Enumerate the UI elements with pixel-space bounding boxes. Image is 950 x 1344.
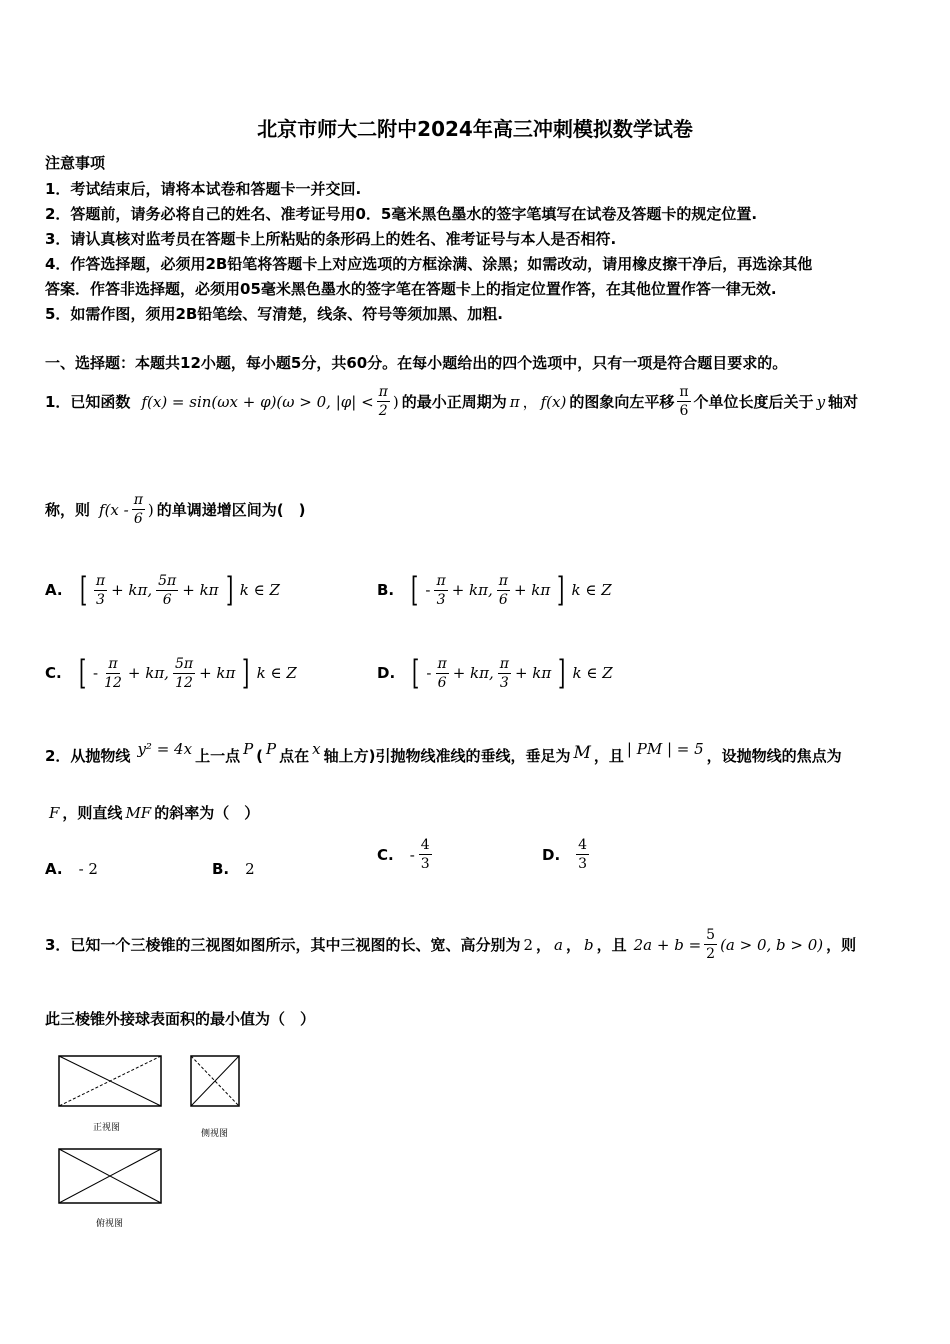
- q1-pi-over-2: $\frac{\pi}{2}$: [378, 384, 388, 419]
- front-view-figure: [58, 1055, 162, 1107]
- q1-option-b[interactable]: B. [ - $\frac{\pi}{3}$ + kπ, $\frac{\pi}{6}$ + kπ ] k ∈ Z: [377, 570, 612, 610]
- notice-item: 1．考试结束后，请将本试卷和答题卡一并交回.: [45, 180, 362, 198]
- question-3-line-1: 3．已知一个三棱锥的三视图如图所示，其中三视图的长、宽、高分别为 2 ， a ， b ，且 2a + b = $\frac{5}{2}$ (a > 0, b > 0) ，则: [45, 927, 857, 962]
- q1-pi-over-6-shift: $\frac{\pi}{6}$: [133, 492, 143, 527]
- q2-number: 2．从抛物线: [45, 747, 131, 765]
- question-2-line-1: 2．从抛物线 y² = 4x 上一点 P ( P 点在 x 轴上方)引抛物线准线的垂线，垂足为 M ，且 | PM | = 5 ，设抛物线的焦点为: [45, 739, 842, 765]
- top-view-caption: 俯视图: [96, 1219, 124, 1229]
- section-heading: 一、选择题：本题共12小题，每小题5分，共60分。在每小题给出的四个选项中，只有一项是符合题目要求的。: [45, 354, 788, 372]
- q2-option-b[interactable]: B. 2: [212, 860, 255, 878]
- q1-option-a[interactable]: A. [ $\frac{\pi}{3}$ + kπ, $\frac{5\pi}{6}$ + kπ ] k ∈ Z: [45, 570, 280, 610]
- notice-item: 3．请认真核对监考员在答题卡上所粘贴的条形码上的姓名、准考证号与本人是否相符.: [45, 230, 617, 248]
- q1-pi-over-6: $\frac{\pi}{6}$: [679, 384, 689, 419]
- q1-period: π: [509, 392, 520, 411]
- question-2-line-2: F ，则直线 MF 的斜率为（ ）: [49, 803, 260, 822]
- q2-option-a[interactable]: A. - 2: [45, 860, 98, 878]
- notice-item: 2．答题前，请务必将自己的姓名、准考证号用0．5毫米黑色墨水的签字笔填写在试卷及答题卡的规定位置.: [45, 205, 758, 223]
- notice-item: 5．如需作图，须用2B铅笔绘、写清楚，线条、符号等须加黑、加粗.: [45, 305, 504, 323]
- q1-function: f(x) = sin(ωx + φ)(ω > 0, |φ| <: [141, 392, 374, 411]
- side-view-caption: 侧视图: [201, 1129, 229, 1139]
- q3-number: 3．已知一个三棱锥的三视图如图所示，其中三视图的长、宽、高分别为: [45, 936, 521, 954]
- question-3-line-2: 此三棱锥外接球表面积的最小值为（ ）: [45, 1010, 316, 1028]
- page-title: 北京市师大二附中2024年高三冲刺模拟数学试卷: [257, 117, 693, 141]
- q2-option-c[interactable]: C. - $\frac{4}{3}$: [377, 837, 430, 872]
- notice-item: 答案．作答非选择题，必须用05毫米黑色墨水的签字笔在答题卡上的指定位置作答，在其他位置作答一律无效.: [45, 280, 777, 298]
- q1-option-d[interactable]: D. [ - $\frac{\pi}{6}$ + kπ, $\frac{\pi}{3}$ + kπ ] k ∈ Z: [377, 653, 613, 693]
- question-1-line-1: 1．已知函数 f(x) = sin(ωx + φ)(ω > 0, |φ| < $\frac{\pi}{2}$ ) 的最小正周期为 π ， f(x) 的图象向左平移 $\frac{\pi}{6}$ 个单位长度后关于 y 轴对: [45, 384, 859, 419]
- q1-option-c[interactable]: C. [ - $\frac{\pi}{12}$ + kπ, $\frac{5\pi}{12}$ + kπ ] k ∈ Z: [45, 653, 297, 693]
- notice-item: 4．作答选择题，必须用2B铅笔将答题卡上对应选项的方框涂满、涂黑；如需改动，请用橡皮擦干净后，再选涂其他: [45, 255, 813, 273]
- front-view-caption: 正视图: [93, 1123, 121, 1133]
- notice-heading: 注意事项: [45, 154, 106, 172]
- side-view-figure: [190, 1055, 240, 1107]
- q1-number: 1．已知函数: [45, 393, 131, 411]
- top-view-figure: [58, 1148, 162, 1204]
- question-1-line-2: 称，则 f(x - $\frac{\pi}{6}$ ) 的单调递增区间为( ): [45, 492, 306, 527]
- q2-option-d[interactable]: D. $\frac{4}{3}$: [542, 837, 588, 872]
